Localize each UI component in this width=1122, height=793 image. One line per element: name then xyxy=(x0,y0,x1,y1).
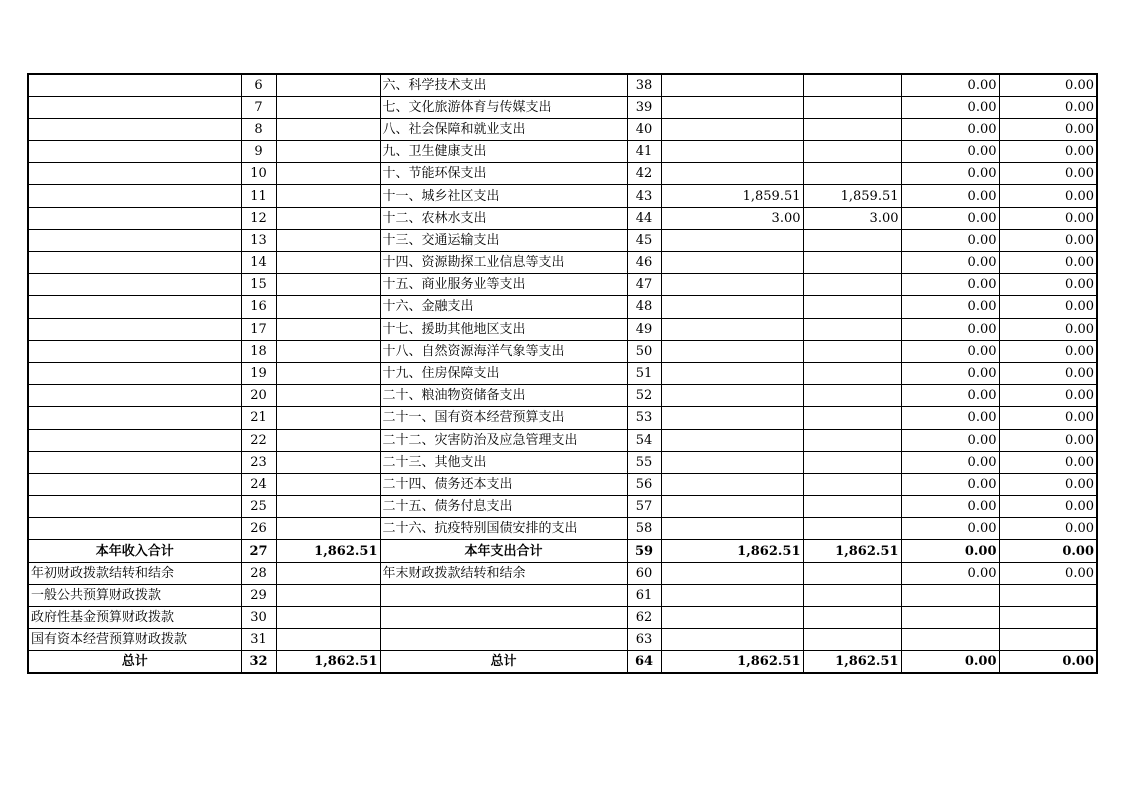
table-row xyxy=(28,318,1097,340)
income-line-number-cell: 16 xyxy=(241,296,276,318)
expense-item-cell: 十、节能环保支出 xyxy=(380,163,627,185)
expense-item-cell: 二十五、债务付息支出 xyxy=(380,496,627,518)
general-budget-cell xyxy=(803,229,901,251)
income-amount-cell xyxy=(276,385,380,407)
expense-total-cell xyxy=(661,340,803,362)
state-capital-cell: 0.00 xyxy=(999,562,1097,584)
table-row xyxy=(28,362,1097,384)
general-budget-cell xyxy=(803,252,901,274)
state-capital-cell: 0.00 xyxy=(999,407,1097,429)
income-item-cell xyxy=(28,318,241,340)
state-capital-cell: 0.00 xyxy=(999,451,1097,473)
general-budget-cell xyxy=(803,562,901,584)
expense-line-number-cell: 42 xyxy=(627,163,661,185)
gov-fund-cell: 0.00 xyxy=(901,496,999,518)
general-budget-cell xyxy=(803,318,901,340)
expense-total-cell: 1,859.51 xyxy=(661,185,803,207)
general-budget-cell: 1,862.51 xyxy=(803,540,901,562)
income-amount-cell xyxy=(276,185,380,207)
expense-line-number-cell: 40 xyxy=(627,118,661,140)
income-item-cell xyxy=(28,74,241,96)
table-row xyxy=(28,651,1097,673)
expense-total-cell xyxy=(661,274,803,296)
state-capital-cell xyxy=(999,584,1097,606)
expense-line-number-cell: 63 xyxy=(627,629,661,651)
income-amount-cell xyxy=(276,584,380,606)
expense-total-cell xyxy=(661,451,803,473)
income-line-number-cell: 12 xyxy=(241,207,276,229)
income-line-number-cell: 27 xyxy=(241,540,276,562)
gov-fund-cell: 0.00 xyxy=(901,385,999,407)
state-capital-cell xyxy=(999,607,1097,629)
table-row xyxy=(28,185,1097,207)
expense-item-cell: 十六、金融支出 xyxy=(380,296,627,318)
income-line-number-cell: 24 xyxy=(241,473,276,495)
income-amount-cell xyxy=(276,451,380,473)
income-amount-cell xyxy=(276,252,380,274)
gov-fund-cell: 0.00 xyxy=(901,340,999,362)
income-line-number-cell: 21 xyxy=(241,407,276,429)
general-budget-cell xyxy=(803,496,901,518)
state-capital-cell: 0.00 xyxy=(999,318,1097,340)
expense-total-cell xyxy=(661,252,803,274)
income-amount-cell xyxy=(276,229,380,251)
state-capital-cell: 0.00 xyxy=(999,473,1097,495)
expense-item-cell: 二十一、国有资本经营预算支出 xyxy=(380,407,627,429)
income-amount-cell xyxy=(276,163,380,185)
general-budget-cell xyxy=(803,96,901,118)
income-line-number-cell: 15 xyxy=(241,274,276,296)
expense-item-cell xyxy=(380,584,627,606)
table-row xyxy=(28,473,1097,495)
table-row xyxy=(28,496,1097,518)
expense-item-cell: 二十四、债务还本支出 xyxy=(380,473,627,495)
income-line-number-cell: 29 xyxy=(241,584,276,606)
income-line-number-cell: 32 xyxy=(241,651,276,673)
expense-item-cell: 二十三、其他支出 xyxy=(380,451,627,473)
expense-item-cell: 本年支出合计 xyxy=(380,540,627,562)
gov-fund-cell xyxy=(901,607,999,629)
income-amount-cell xyxy=(276,362,380,384)
expense-total-cell xyxy=(661,96,803,118)
income-item-cell: 总计 xyxy=(28,651,241,673)
expense-total-cell xyxy=(661,429,803,451)
expense-total-cell xyxy=(661,629,803,651)
gov-fund-cell: 0.00 xyxy=(901,518,999,540)
table-row xyxy=(28,451,1097,473)
income-amount-cell xyxy=(276,118,380,140)
income-item-cell xyxy=(28,96,241,118)
expense-line-number-cell: 60 xyxy=(627,562,661,584)
income-item-cell xyxy=(28,496,241,518)
state-capital-cell: 0.00 xyxy=(999,362,1097,384)
state-capital-cell: 0.00 xyxy=(999,229,1097,251)
general-budget-cell xyxy=(803,141,901,163)
expense-total-cell xyxy=(661,296,803,318)
income-item-cell xyxy=(28,141,241,163)
state-capital-cell: 0.00 xyxy=(999,518,1097,540)
expense-item-cell: 六、科学技术支出 xyxy=(380,74,627,96)
expense-total-cell xyxy=(661,407,803,429)
state-capital-cell: 0.00 xyxy=(999,74,1097,96)
income-line-number-cell: 9 xyxy=(241,141,276,163)
expense-total-cell xyxy=(661,584,803,606)
expense-line-number-cell: 55 xyxy=(627,451,661,473)
general-budget-cell xyxy=(803,429,901,451)
income-item-cell xyxy=(28,362,241,384)
state-capital-cell: 0.00 xyxy=(999,96,1097,118)
expense-line-number-cell: 52 xyxy=(627,385,661,407)
gov-fund-cell: 0.00 xyxy=(901,429,999,451)
state-capital-cell: 0.00 xyxy=(999,340,1097,362)
income-item-cell xyxy=(28,473,241,495)
income-amount-cell xyxy=(276,562,380,584)
expense-item-cell: 十八、自然资源海洋气象等支出 xyxy=(380,340,627,362)
income-amount-cell: 1,862.51 xyxy=(276,540,380,562)
general-budget-cell xyxy=(803,163,901,185)
income-line-number-cell: 18 xyxy=(241,340,276,362)
income-amount-cell xyxy=(276,429,380,451)
table-row xyxy=(28,385,1097,407)
state-capital-cell: 0.00 xyxy=(999,429,1097,451)
income-amount-cell xyxy=(276,96,380,118)
income-line-number-cell: 8 xyxy=(241,118,276,140)
state-capital-cell: 0.00 xyxy=(999,185,1097,207)
gov-fund-cell: 0.00 xyxy=(901,562,999,584)
table-row xyxy=(28,607,1097,629)
gov-fund-cell: 0.00 xyxy=(901,185,999,207)
income-item-cell xyxy=(28,229,241,251)
expense-item-cell: 十三、交通运输支出 xyxy=(380,229,627,251)
income-line-number-cell: 22 xyxy=(241,429,276,451)
gov-fund-cell: 0.00 xyxy=(901,118,999,140)
general-budget-cell xyxy=(803,407,901,429)
table-row xyxy=(28,74,1097,96)
expense-total-cell xyxy=(661,518,803,540)
table-row xyxy=(28,252,1097,274)
income-line-number-cell: 6 xyxy=(241,74,276,96)
general-budget-cell xyxy=(803,274,901,296)
income-line-number-cell: 31 xyxy=(241,629,276,651)
state-capital-cell: 0.00 xyxy=(999,141,1097,163)
expense-line-number-cell: 56 xyxy=(627,473,661,495)
gov-fund-cell: 0.00 xyxy=(901,96,999,118)
table-row xyxy=(28,207,1097,229)
income-line-number-cell: 7 xyxy=(241,96,276,118)
table-row xyxy=(28,229,1097,251)
expense-total-cell xyxy=(661,229,803,251)
table-row xyxy=(28,340,1097,362)
expense-line-number-cell: 64 xyxy=(627,651,661,673)
expense-total-cell xyxy=(661,562,803,584)
income-item-cell xyxy=(28,252,241,274)
expense-item-cell: 十七、援助其他地区支出 xyxy=(380,318,627,340)
state-capital-cell: 0.00 xyxy=(999,252,1097,274)
income-item-cell: 政府性基金预算财政拨款 xyxy=(28,607,241,629)
gov-fund-cell: 0.00 xyxy=(901,274,999,296)
income-line-number-cell: 19 xyxy=(241,362,276,384)
gov-fund-cell xyxy=(901,584,999,606)
expense-total-cell: 3.00 xyxy=(661,207,803,229)
expense-total-cell xyxy=(661,318,803,340)
income-line-number-cell: 17 xyxy=(241,318,276,340)
general-budget-cell xyxy=(803,607,901,629)
gov-fund-cell: 0.00 xyxy=(901,229,999,251)
gov-fund-cell: 0.00 xyxy=(901,163,999,185)
income-amount-cell xyxy=(276,74,380,96)
income-amount-cell xyxy=(276,318,380,340)
expense-line-number-cell: 39 xyxy=(627,96,661,118)
income-amount-cell xyxy=(276,629,380,651)
state-capital-cell: 0.00 xyxy=(999,496,1097,518)
income-line-number-cell: 23 xyxy=(241,451,276,473)
expense-item-cell: 十二、农林水支出 xyxy=(380,207,627,229)
gov-fund-cell: 0.00 xyxy=(901,362,999,384)
table-row xyxy=(28,518,1097,540)
income-item-cell xyxy=(28,207,241,229)
income-item-cell: 一般公共预算财政拨款 xyxy=(28,584,241,606)
general-budget-cell xyxy=(803,74,901,96)
income-line-number-cell: 25 xyxy=(241,496,276,518)
income-item-cell xyxy=(28,340,241,362)
expense-total-cell xyxy=(661,607,803,629)
table-body xyxy=(28,74,1097,673)
table-row xyxy=(28,429,1097,451)
expense-item-cell: 十九、住房保障支出 xyxy=(380,362,627,384)
state-capital-cell: 0.00 xyxy=(999,296,1097,318)
state-capital-cell: 0.00 xyxy=(999,540,1097,562)
expense-total-cell: 1,862.51 xyxy=(661,651,803,673)
income-amount-cell xyxy=(276,407,380,429)
state-capital-cell: 0.00 xyxy=(999,651,1097,673)
expense-item-cell: 十四、资源勘探工业信息等支出 xyxy=(380,252,627,274)
expense-line-number-cell: 57 xyxy=(627,496,661,518)
table-row xyxy=(28,562,1097,584)
expense-item-cell: 二十二、灾害防治及应急管理支出 xyxy=(380,429,627,451)
income-item-cell xyxy=(28,385,241,407)
income-item-cell xyxy=(28,274,241,296)
income-line-number-cell: 11 xyxy=(241,185,276,207)
general-budget-cell xyxy=(803,629,901,651)
general-budget-cell xyxy=(803,518,901,540)
gov-fund-cell: 0.00 xyxy=(901,318,999,340)
expense-line-number-cell: 54 xyxy=(627,429,661,451)
general-budget-cell xyxy=(803,584,901,606)
expense-line-number-cell: 61 xyxy=(627,584,661,606)
expense-line-number-cell: 44 xyxy=(627,207,661,229)
expense-line-number-cell: 49 xyxy=(627,318,661,340)
income-amount-cell xyxy=(276,296,380,318)
income-item-cell xyxy=(28,185,241,207)
table-row xyxy=(28,96,1097,118)
income-item-cell xyxy=(28,163,241,185)
income-item-cell: 国有资本经营预算财政拨款 xyxy=(28,629,241,651)
table-row xyxy=(28,540,1097,562)
state-capital-cell: 0.00 xyxy=(999,274,1097,296)
table-row xyxy=(28,274,1097,296)
expense-line-number-cell: 62 xyxy=(627,607,661,629)
gov-fund-cell: 0.00 xyxy=(901,252,999,274)
expense-line-number-cell: 38 xyxy=(627,74,661,96)
expense-total-cell: 1,862.51 xyxy=(661,540,803,562)
expense-line-number-cell: 51 xyxy=(627,362,661,384)
gov-fund-cell: 0.00 xyxy=(901,74,999,96)
income-amount-cell xyxy=(276,141,380,163)
expense-line-number-cell: 46 xyxy=(627,252,661,274)
income-amount-cell xyxy=(276,518,380,540)
budget-table xyxy=(27,73,1098,674)
table-row xyxy=(28,118,1097,140)
income-line-number-cell: 13 xyxy=(241,229,276,251)
general-budget-cell xyxy=(803,385,901,407)
expense-line-number-cell: 58 xyxy=(627,518,661,540)
income-line-number-cell: 20 xyxy=(241,385,276,407)
table-row xyxy=(28,163,1097,185)
table-row xyxy=(28,296,1097,318)
expense-item-cell: 九、卫生健康支出 xyxy=(380,141,627,163)
expense-total-cell xyxy=(661,118,803,140)
expense-total-cell xyxy=(661,385,803,407)
expense-line-number-cell: 53 xyxy=(627,407,661,429)
table-row xyxy=(28,407,1097,429)
income-amount-cell xyxy=(276,207,380,229)
gov-fund-cell: 0.00 xyxy=(901,207,999,229)
expense-line-number-cell: 45 xyxy=(627,229,661,251)
expense-item-cell: 总计 xyxy=(380,651,627,673)
expense-item-cell xyxy=(380,607,627,629)
income-amount-cell xyxy=(276,340,380,362)
expense-line-number-cell: 47 xyxy=(627,274,661,296)
income-line-number-cell: 26 xyxy=(241,518,276,540)
expense-item-cell: 年末财政拨款结转和结余 xyxy=(380,562,627,584)
expense-total-cell xyxy=(661,496,803,518)
state-capital-cell: 0.00 xyxy=(999,163,1097,185)
income-item-cell: 年初财政拨款结转和结余 xyxy=(28,562,241,584)
income-item-cell xyxy=(28,118,241,140)
gov-fund-cell xyxy=(901,629,999,651)
income-amount-cell xyxy=(276,274,380,296)
table-row xyxy=(28,141,1097,163)
expense-total-cell xyxy=(661,141,803,163)
general-budget-cell xyxy=(803,451,901,473)
gov-fund-cell: 0.00 xyxy=(901,451,999,473)
general-budget-cell xyxy=(803,473,901,495)
expense-item-cell: 七、文化旅游体育与传媒支出 xyxy=(380,96,627,118)
general-budget-cell xyxy=(803,362,901,384)
gov-fund-cell: 0.00 xyxy=(901,141,999,163)
general-budget-cell: 3.00 xyxy=(803,207,901,229)
table-row xyxy=(28,584,1097,606)
expense-total-cell xyxy=(661,74,803,96)
income-item-cell xyxy=(28,296,241,318)
income-line-number-cell: 28 xyxy=(241,562,276,584)
general-budget-cell xyxy=(803,296,901,318)
income-item-cell xyxy=(28,407,241,429)
expense-line-number-cell: 41 xyxy=(627,141,661,163)
expense-item-cell: 十五、商业服务业等支出 xyxy=(380,274,627,296)
income-amount-cell xyxy=(276,607,380,629)
gov-fund-cell: 0.00 xyxy=(901,296,999,318)
gov-fund-cell: 0.00 xyxy=(901,473,999,495)
expense-item-cell: 八、社会保障和就业支出 xyxy=(380,118,627,140)
expense-line-number-cell: 59 xyxy=(627,540,661,562)
income-line-number-cell: 14 xyxy=(241,252,276,274)
state-capital-cell xyxy=(999,629,1097,651)
income-line-number-cell: 30 xyxy=(241,607,276,629)
expense-total-cell xyxy=(661,473,803,495)
general-budget-cell: 1,862.51 xyxy=(803,651,901,673)
expense-item-cell: 二十六、抗疫特别国债安排的支出 xyxy=(380,518,627,540)
income-item-cell xyxy=(28,429,241,451)
income-item-cell xyxy=(28,451,241,473)
state-capital-cell: 0.00 xyxy=(999,118,1097,140)
expense-item-cell: 十一、城乡社区支出 xyxy=(380,185,627,207)
expense-total-cell xyxy=(661,163,803,185)
expense-total-cell xyxy=(661,362,803,384)
income-amount-cell xyxy=(276,496,380,518)
expense-line-number-cell: 50 xyxy=(627,340,661,362)
expense-item-cell: 二十、粮油物资储备支出 xyxy=(380,385,627,407)
income-item-cell: 本年收入合计 xyxy=(28,540,241,562)
table-row xyxy=(28,629,1097,651)
expense-line-number-cell: 43 xyxy=(627,185,661,207)
income-amount-cell xyxy=(276,473,380,495)
gov-fund-cell: 0.00 xyxy=(901,651,999,673)
expense-item-cell xyxy=(380,629,627,651)
general-budget-cell xyxy=(803,118,901,140)
general-budget-cell: 1,859.51 xyxy=(803,185,901,207)
income-amount-cell: 1,862.51 xyxy=(276,651,380,673)
gov-fund-cell: 0.00 xyxy=(901,407,999,429)
gov-fund-cell: 0.00 xyxy=(901,540,999,562)
general-budget-cell xyxy=(803,340,901,362)
income-item-cell xyxy=(28,518,241,540)
state-capital-cell: 0.00 xyxy=(999,385,1097,407)
income-line-number-cell: 10 xyxy=(241,163,276,185)
expense-line-number-cell: 48 xyxy=(627,296,661,318)
state-capital-cell: 0.00 xyxy=(999,207,1097,229)
